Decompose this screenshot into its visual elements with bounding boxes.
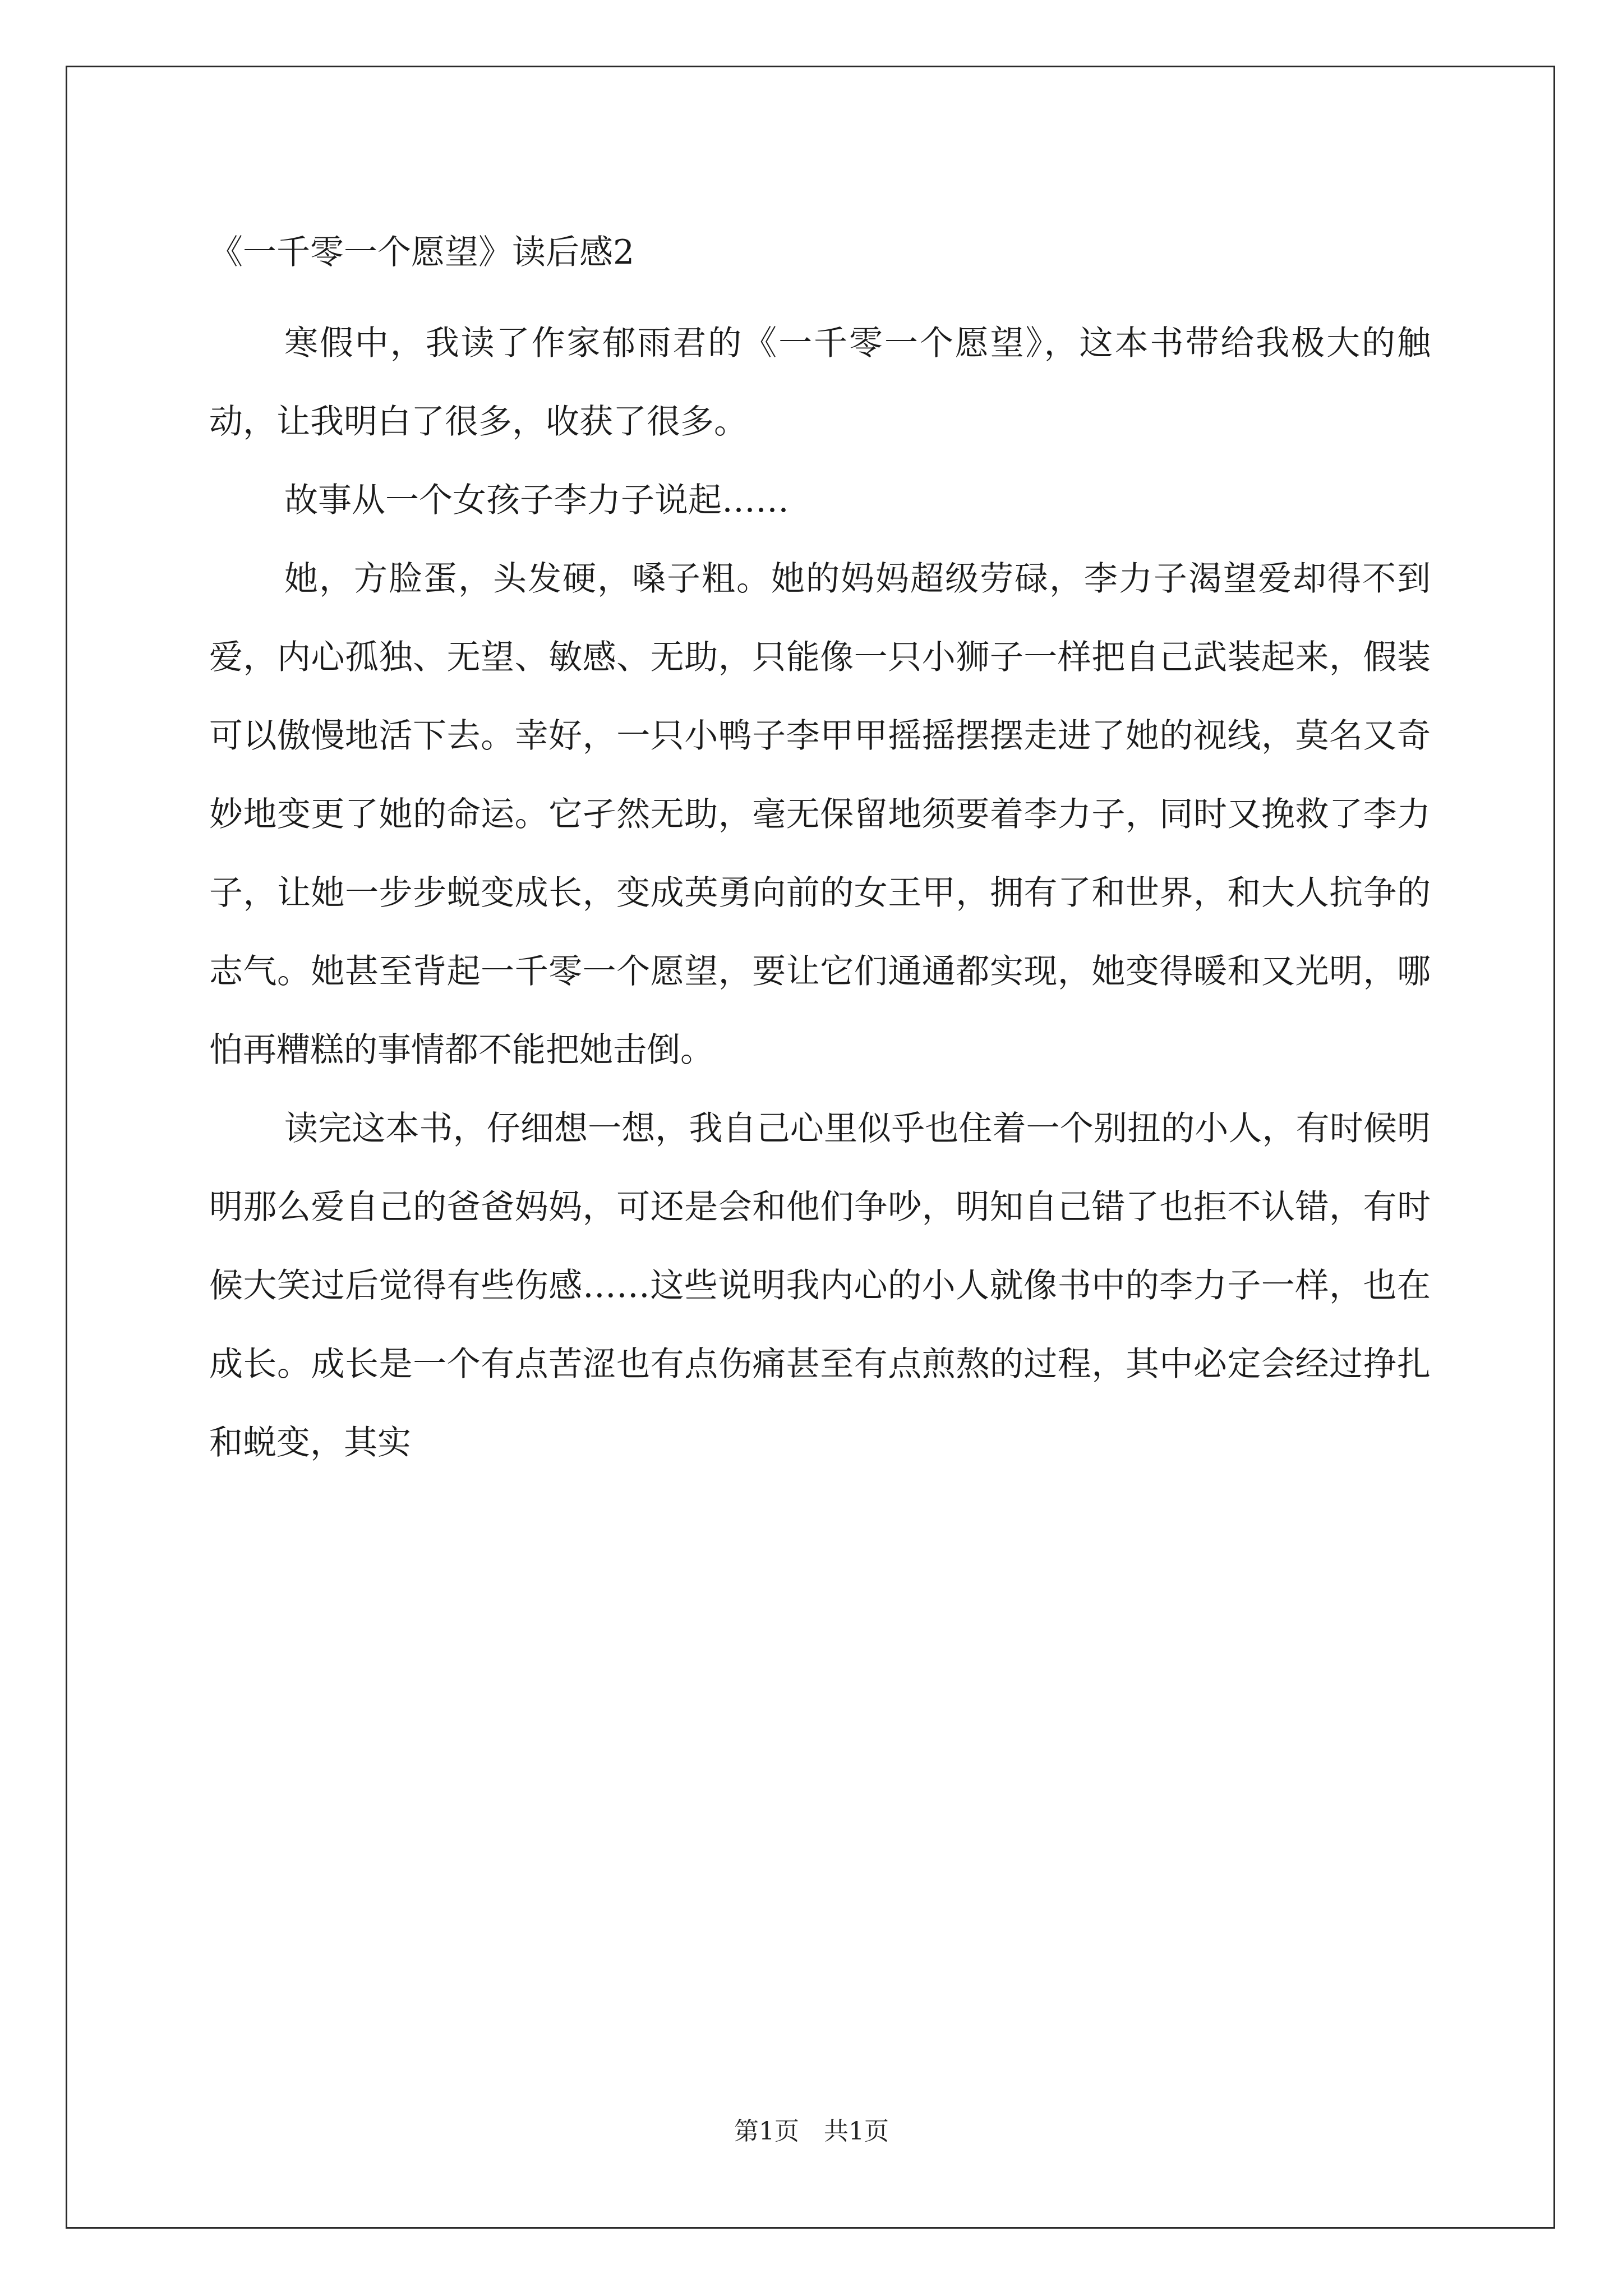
paragraph: 读完这本书，仔细想一想，我自己心里似乎也住着一个别扭的小人，有时候明明那么爱自己的爸爸妈妈，可还是会和他们争吵，明知自己错了也拒不认错，有时候大笑过后觉得有些伤感……这些说明我内心的小人就像书中的李力子一样，也在成长。成长是一个有点苦涩也有点伤痛甚至有点煎熬的过程，其中必定会经过挣扎和蜕变，其实 xyxy=(209,1109,1431,1462)
document-title: 《一千零一个愿望》读后感2 xyxy=(209,233,635,272)
page-number: 第1页 共1页 xyxy=(734,2117,889,2146)
paragraph: 寒假中，我读了作家郁雨君的《一千零一个愿望》，这本书带给我极大的触动，让我明白了很多，收获了很多。 xyxy=(209,324,1431,441)
document-body xyxy=(209,213,1431,1482)
paragraph: 她，方脸蛋，头发硬，嗓子粗。她的妈妈超级劳碌，李力子渴望爱却得不到爱，内心孤独、无望、敏感、无助，只能像一只小狮子一样把自己武装起来，假装可以傲慢地活下去。幸好，一只小鸭子李甲甲摇摇摆摆走进了她的视线，莫名又奇妙地变更了她的命运。它孑然无助，毫无保留地须要着李力子，同时又挽救了李力子，让她一步步蜕变成长，变成英勇向前的女王甲，拥有了和世界，和大人抗争的志气。她甚至背起一千零一个愿望，要让它们通通都实现，她变得暖和又光明，哪怕再糟糕的事情都不能把她击倒。 xyxy=(209,559,1431,1070)
paragraph: 故事从一个女孩子李力子说起…… xyxy=(284,481,789,520)
